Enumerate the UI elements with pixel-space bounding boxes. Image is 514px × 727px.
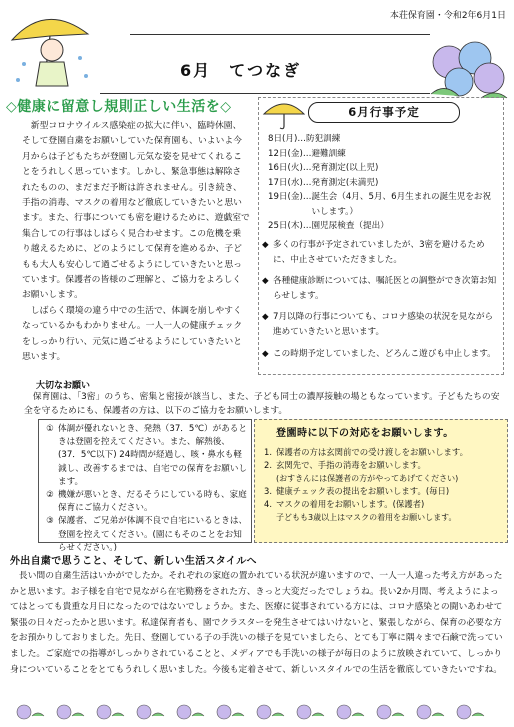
list-item: 4. マスクの着用をお願いします。(保護者) — [264, 499, 425, 509]
list-item: ② 機嫌が悪いとき、だるそうにしている時も、家庭保育にご協力ください。 — [46, 490, 247, 514]
list-item: ① 体調が優れないとき、発熱（37．5℃）があるときは登園を控えてください。また、解熱後、(37．5℃以下) 24時間が経過し、咳・鼻水も軽減し、改善するまでは、自宅での保育をお願いします。 — [46, 424, 248, 487]
new-lifestyle-heading: 外出自粛で思うこと、そして、新しい生活スタイルへ — [10, 556, 257, 567]
important-request-intro: 保育園は、「3密」のうち、密集と密接が該当し、また、子ども同士の濃厚接触の場ともなっています。子どもたちの安全を守るためにも、保護者の方は、以下のご協力をお願いします。 — [24, 392, 500, 416]
health-conditions-list — [42, 423, 248, 555]
header-rule — [130, 34, 430, 35]
diamond-bullet-icon: ◆ — [262, 240, 269, 250]
events-title: 6月行事予定 — [308, 102, 460, 123]
umbrella-icon — [262, 98, 306, 132]
event-item: 16日(火)… 発育測定(以上児) — [268, 163, 379, 173]
arrival-rules-list — [260, 446, 502, 524]
note-item: ◆ この時期予定していました、どろんこ遊びも中止します。 — [262, 347, 500, 362]
hydrangea-illustration — [425, 38, 509, 104]
paragraph: 新型コロナウイルス感染症の拡大に伴い、臨時休園、そして登園自粛をお願いしていた保育園も、いよいよ今月からは子どもたちが登園し元気な姿を見せてくれることをうれしく思っています。しかし、緊急事態は解除されたものの、まだまだ予断は許されません。引き続き、手指の消毒、マスクの着用など徹底していきたいと思います。また、行事についても密を避けるために、遊戯室で集合しての行事はしばらく見合わせます。この危機を乗り越えるために、どのようにして保育を進めるか、子どもも大人も安心して過ごせるようにしていきたいと思っています。保護者の皆様のご理解と、ご協力をよろしくお願いします。 — [22, 121, 250, 301]
events-notes — [262, 238, 500, 368]
section-health-body — [22, 119, 250, 366]
list-item: 1. 保護者の方は玄関前での受け渡しをお願いします。 — [264, 447, 468, 457]
note-item: ◆ 7月以降の行事についても、コロナ感染の状況を見ながら進めていきたいと思います。 — [262, 310, 500, 339]
section-health-heading: ◇健康に留意し規則正しい生活を◇ — [6, 99, 232, 115]
list-item-note: 子どもも3歳以上はマスクの着用をお願いします。 — [276, 513, 457, 522]
event-item: 25日(木)… 園児尿検査（提出） — [268, 221, 389, 231]
event-item: 17日(水)… 発育測定(未満児) — [268, 177, 379, 188]
child-umbrella-illustration — [6, 6, 98, 92]
newsletter-title: 6月 てつなぎ — [180, 61, 302, 80]
diamond-bullet-icon: ◆ — [262, 312, 269, 323]
new-lifestyle-body: 長い間の自粛生活はいかがでしたか。それぞれの家庭の置かれている状況が違いますので、一人一人違った考え方があったかと思います。お子様を自宅で見ながら在宅勤務をされた方、きっと大変だったでしょうね。長い2か月間、考えようによってはとっても貴重な月日になったのではないでしょうか。また、医療に従事されている方には、コロナ感染との闘いあわせて緊張の日々だったかと思います。私達保育者も、園でクラスターを発生させてはいけないと、緊張しながら、保育の必要な方をお預かりしておりました。先日、登園している子の手洗いの様子を見ていましたら、とても丁寧に隅々まで石鹸で洗っていました。ご家庭での指導がしっかりされていることと、メディアでも手洗いの様子が毎日のように放映されていて、しっかり身についていることをとてもうれしく思いました。今後も定着させて、新しいスタイルでの生活を徹底していきたいですね。 — [10, 571, 503, 675]
list-item-note: (おすきんには保護者の方がやってあげてください) — [276, 474, 459, 483]
events-list — [262, 132, 498, 234]
note-item: ◆ 各種健康診断については、嘱託医との調整ができ次第お知らせします。 — [262, 274, 500, 303]
diamond-bullet-icon: ◆ — [262, 348, 269, 359]
list-item: 2. 玄関先で、手指の消毒をお願いします。 — [264, 460, 426, 470]
paragraph: しばらく環境の違う中での生活で、体調を崩しやすくなっているかもわかりません。一人一人の健康チェックをしっかり行い、元気に過ごせるようにしていきたいと思います。 — [22, 305, 243, 363]
issuer-date: 本荘保育園・令和2年6月1日 — [389, 11, 506, 21]
event-item: 12日(金)… 避難訓練 — [268, 148, 346, 159]
list-item: ③ 保護者、ご兄弟が体調不良で自宅にいるときは、登園を控えてください。(園にもそのことをお知らせください。) — [46, 516, 248, 553]
important-request-heading: 大切なお願い — [36, 381, 91, 391]
diamond-bullet-icon: ◆ — [262, 276, 269, 287]
arrival-rules-title: 登園時に以下の対応をお願いします。 — [276, 428, 454, 439]
note-item: ◆ 多くの行事が予定されていましたが、3密を避けるために、中止させていただきました。 — [262, 238, 500, 267]
hydrangea-border-illustration — [10, 700, 506, 724]
event-item: 19日(金)… 誕生会（4月、5月、6月生まれの誕生児をお祝いします。） — [268, 192, 492, 217]
header-rule-bottom — [100, 93, 430, 94]
event-item: 8日(月)… 防犯訓練 — [268, 134, 341, 144]
list-item: 3. 健康チェック表の提出をお願いします。(毎日) — [264, 486, 450, 496]
